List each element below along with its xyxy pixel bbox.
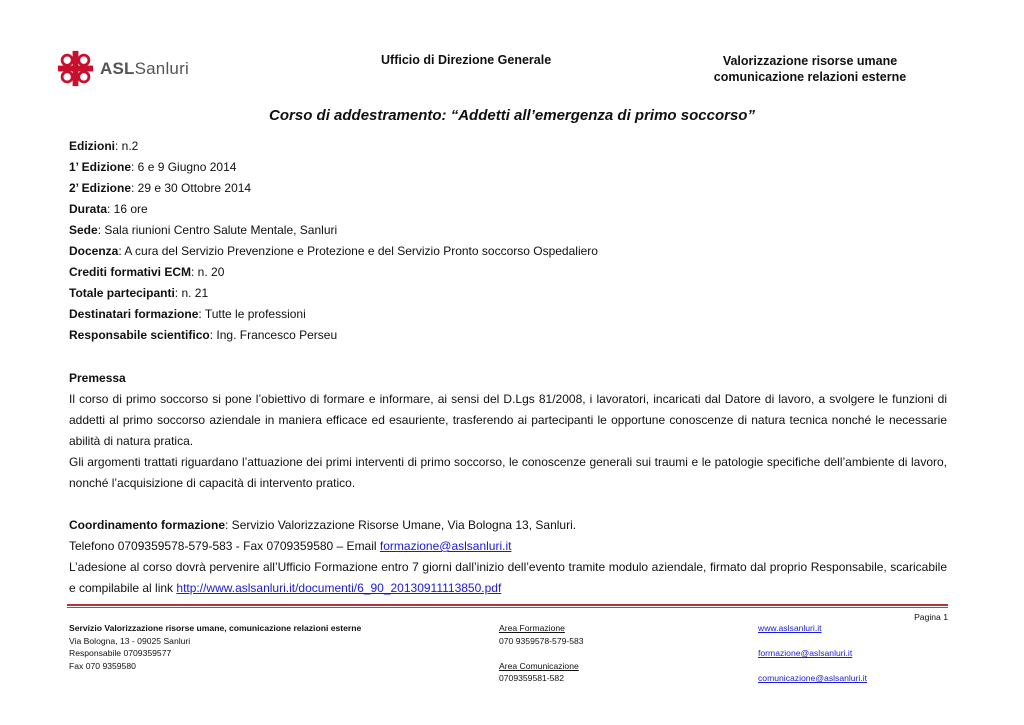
field-docenza: Docenza: A cura del Servizio Prevenzione e Protezione e del Servizio Pronto soccorso Ospedaliero <box>69 244 598 258</box>
department-title <box>690 53 930 85</box>
footer-area-comunicazione-phone: 0709359581-582 <box>499 673 564 683</box>
contact-line: Telefono 0709359578-579-583 - Fax 0709359580 – Email formazione@aslsanluri.it <box>69 539 512 553</box>
footer-spacer <box>758 660 867 673</box>
field-durata: Durata: 16 ore <box>69 202 148 216</box>
field-edizioni: Edizioni: n.2 <box>69 139 139 153</box>
field-prima-edizione: 1’ Edizione: 6 e 9 Giugno 2014 <box>69 160 237 174</box>
office-title: Ufficio di Direzione Generale <box>381 53 552 67</box>
asl-logo-icon <box>57 50 94 87</box>
coordinamento-line: Coordinamento formazione: Servizio Valorizzazione Risorse Umane, Via Bologna 13, Sanluri. <box>69 518 577 532</box>
footer-website-link[interactable]: www.aslsanluri.it <box>758 623 822 633</box>
footer-areas <box>499 622 584 685</box>
footer-area-comunicazione: Area Comunicazione <box>499 660 579 671</box>
department-line-1: Valorizzazione risorse umane <box>722 54 898 68</box>
footer-address <box>69 622 361 672</box>
coordinamento-section <box>69 515 947 599</box>
footer-spacer <box>758 635 867 648</box>
field-seconda-edizione: 2’ Edizione: 29 e 30 Ottobre 2014 <box>69 181 252 195</box>
field-destinatari: Destinatari formazione: Tutte le professioni <box>69 307 306 321</box>
footer-rule-red <box>67 604 948 606</box>
footer-fax: Fax 070 9359580 <box>69 660 136 671</box>
modulo-link[interactable]: http://www.aslsanluri.it/documenti/6_90_20130911113850.pdf <box>176 581 502 595</box>
email-link[interactable]: formazione@aslsanluri.it <box>379 539 512 553</box>
course-details <box>69 138 598 348</box>
course-title: Corso di addestramento: “Addetti all’emergenza di primo soccorso” <box>269 107 755 124</box>
adesione-paragraph: L’adesione al corso dovrà pervenire all’Ufficio Formazione entro 7 giorni dall’inizio dell’evento tramite modulo aziendale, firmato dal proprio Responsabile, scaricabile e compilabile al link http://www.aslsanluri.it/documenti/6_90_20130911113850.pdf <box>69 560 947 595</box>
footer-street: Via Bologna, 13 - 09025 Sanluri <box>69 635 191 646</box>
asl-logo <box>57 50 189 87</box>
footer-rule-gray <box>67 607 948 608</box>
footer-responsabile: Responsabile 0709359577 <box>69 648 172 658</box>
footer-formazione-email-link[interactable]: formazione@aslsanluri.it <box>758 648 853 658</box>
department-line-2: comunicazione relazioni esterne <box>713 70 907 84</box>
premessa-paragraph-2: Gli argomenti trattati riguardano l’attuazione dei primi interventi di primo soccorso, le conoscenze generali sui traumi e le patologie specifiche dell’ambiente di lavoro, nonché l’acquisizione di capacità di intervento pratico. <box>69 455 947 490</box>
field-partecipanti: Totale partecipanti: n. 21 <box>69 286 209 300</box>
footer-comunicazione-email-link[interactable]: comunicazione@aslsanluri.it <box>758 673 868 683</box>
field-responsabile: Responsabile scientifico: Ing. Francesco Perseu <box>69 328 338 342</box>
footer-service-name: Servizio Valorizzazione risorse umane, comunicazione relazioni esterne <box>69 623 362 633</box>
footer-spacer <box>499 647 584 660</box>
field-crediti: Crediti formativi ECM: n. 20 <box>69 265 225 279</box>
premessa-paragraph-1: Il corso di primo soccorso si pone l’obiettivo di formare e informare, ai sensi del D.Lgs 81/2008, i lavoratori, incaricati dal Datore di lavoro, a svolgere le funzioni di addetti al primo soccorso aziendale in maniera efficace ed esauriente, trasferendo ai partecipanti le opportune conoscenze di natura tecnica nonché le necessarie abilità di natura pratica. <box>69 392 947 448</box>
logo-text: ASLSanluri <box>100 58 189 78</box>
field-sede: Sede: Sala riunioni Centro Salute Mentale, Sanluri <box>69 223 338 237</box>
premessa-heading: Premessa <box>69 371 126 385</box>
page-number: Pagina 1 <box>914 612 948 622</box>
footer-area-formazione: Area Formazione <box>499 623 565 633</box>
footer-links <box>758 622 867 685</box>
footer-area-formazione-phone: 070 9359578-579-583 <box>499 635 584 646</box>
premessa-section <box>69 368 947 494</box>
